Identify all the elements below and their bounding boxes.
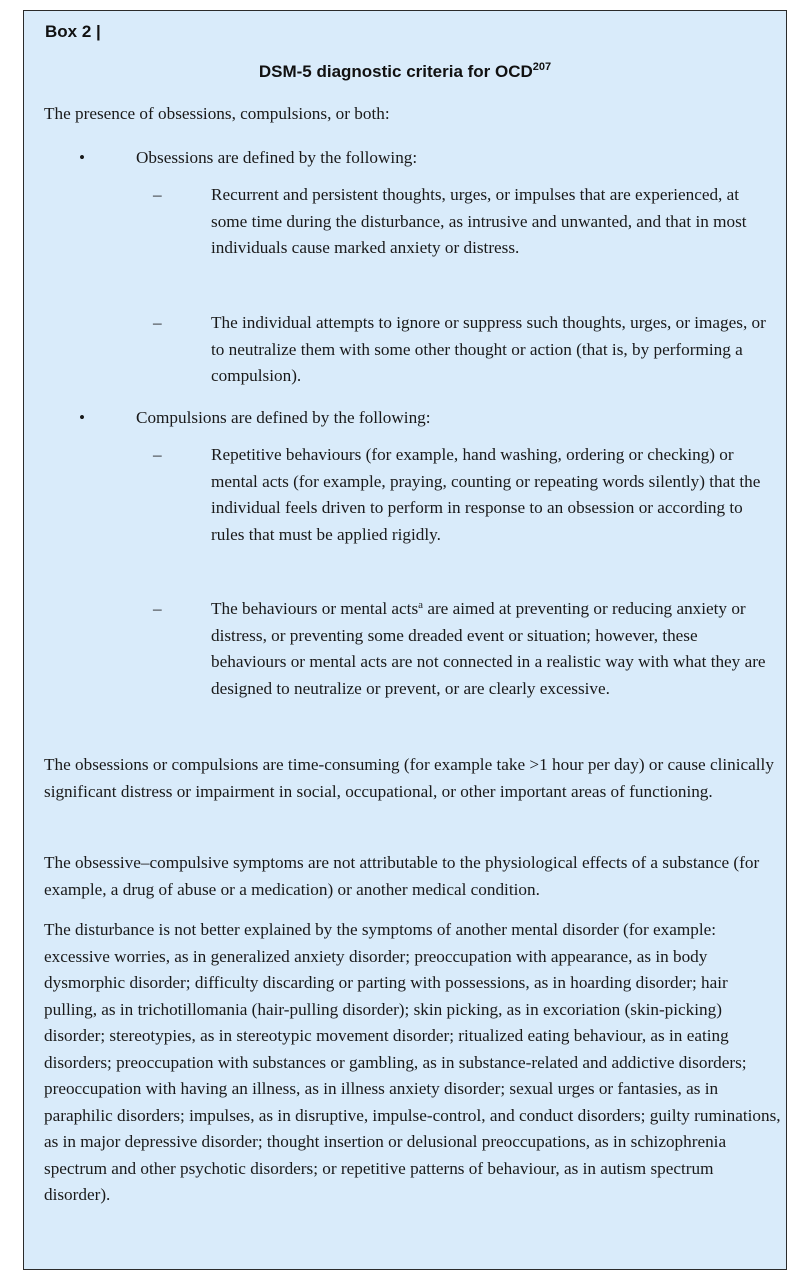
dash-marker: –: [153, 599, 162, 618]
compulsion-criterion-1: Repetitive behaviours (for example, hand washing, ordering or checking) or mental acts (for example, praying, counting or repeating words silently) that the individual feels driven to perform in response to an obsession or according to rules that must be applied rigidly.: [211, 445, 761, 544]
title-reference: 207: [532, 61, 552, 73]
bullet-marker: •: [79, 148, 86, 167]
dash-marker: –: [153, 313, 162, 332]
obsession-criterion-1: Recurrent and persistent thoughts, urges, or impulses that are experienced, at some time during the disturbance, as intrusive and unwanted, and that in most individuals cause marked anxiety or distress.: [211, 185, 747, 257]
footnote-marker: a: [418, 599, 424, 611]
compulsion-criterion-2-end: are aimed at preventing or reducing anxiety or distress, or preventing some dreaded event or situation; however, these behaviours or mental acts are not connected in a realistic way with what they are designed to neutralize or prevent, or are clearly excessive.: [211, 599, 766, 698]
compulsion-criterion-2-start: The behaviours or mental acts: [211, 599, 419, 618]
criterion-not-substance: The obsessive–compulsive symptoms are not attributable to the physiological effects of a substance (for example, a drug of abuse or a medication) or another medical condition.: [44, 853, 760, 899]
compulsion-criterion-2: [211, 596, 773, 702]
criterion-not-other-disorder: The disturbance is not better explained by the symptoms of another mental disorder (for example: excessive worries, as in generalized anxiety disorder; preoccupation with appearance, as in body dysmorphic disorder; difficulty discarding or parting with possessions, as in hoarding disorder; hair pulling, as in trichotillomania (hair-pulling disorder); skin picking, as in excoriation (skin-picking) disorder; stereotypies, as in stereotypic movement disorder; ritualized eating behaviour, as in eating disorders; preoccupation with substances or gambling, as in substance-related and addictive disorders; preoccupation with having an illness, as in illness anxiety disorder; sexual urges or fantasies, as in paraphilic disorders; impulses, as in disruptive, impulse-control, and conduct disorders; guilty ruminations, as in major depressive disorder; thought insertion or delusional preoccupations, as in schizophrenia spectrum and other psychotic disorders; or repetitive patterns of behaviour, as in autism spectrum disorder).: [44, 920, 781, 1204]
bullet-compulsions: Compulsions are defined by the following:: [136, 408, 431, 427]
box-label: Box 2 |: [45, 22, 101, 41]
dash-marker: –: [153, 445, 162, 464]
criterion-time-consuming: The obsessions or compulsions are time-consuming (for example take >1 hour per day) or cause clinically significant distress or impairment in social, occupational, or other important areas of functioning.: [44, 755, 774, 801]
intro-paragraph: The presence of obsessions, compulsions, or both:: [44, 104, 390, 123]
dash-marker: –: [153, 185, 162, 204]
bullet-obsessions: Obsessions are defined by the following:: [136, 148, 418, 167]
box-title: [23, 62, 787, 82]
box-title-text: DSM-5 diagnostic criteria for OCD: [258, 62, 533, 81]
obsession-criterion-2: The individual attempts to ignore or suppress such thoughts, urges, or images, or to neutralize them with some other thought or action (that is, by performing a compulsion).: [211, 313, 766, 385]
bullet-marker: •: [79, 408, 86, 427]
